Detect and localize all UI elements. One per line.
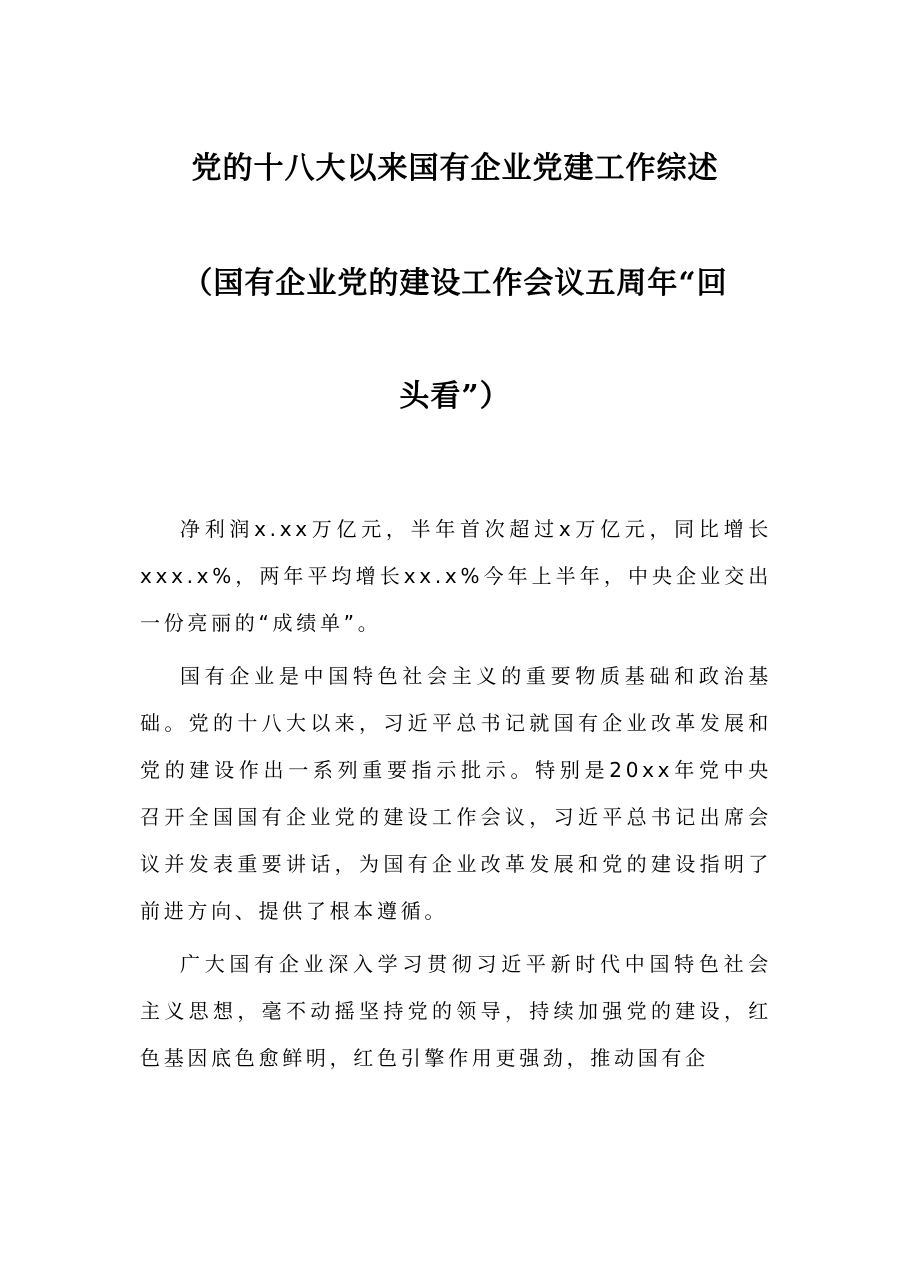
paragraph-1: 净利润x.xx万亿元，半年首次超过x万亿元，同比增长xxx.x%，两年平均增长xx.x%今年上半年，中央企业交出一份亮丽的“成绩单”。 (140, 517, 772, 635)
paragraph-3: 广大国有企业深入学习贯彻习近平新时代中国特色社会主义思想，毫不动摇坚持党的领导，持续加强党的建设，红色基因底色愈鲜明，红色引擎作用更强劲，推动国有企 (140, 952, 772, 1070)
document-title (140, 140, 770, 426)
document-body (140, 506, 772, 1088)
title-line-2: （国有企业党的建设工作会议五周年“回 (182, 266, 728, 301)
paragraph-2: 国有企业是中国特色社会主义的重要物质基础和政治基础。党的十八大以来，习近平总书记就国有企业改革发展和党的建设作出一系列重要指示批示。特别是20xx年党中央召开全国国有企业党的建设工作会议，习近平总书记出席会议并发表重要讲话，为国有企业改革发展和党的建设指明了前进方向、提供了根本遵循。 (140, 664, 772, 923)
title-line-1: 党的十八大以来国有企业党建工作综述 (191, 151, 719, 186)
title-line-3: 头看”） (399, 379, 511, 414)
